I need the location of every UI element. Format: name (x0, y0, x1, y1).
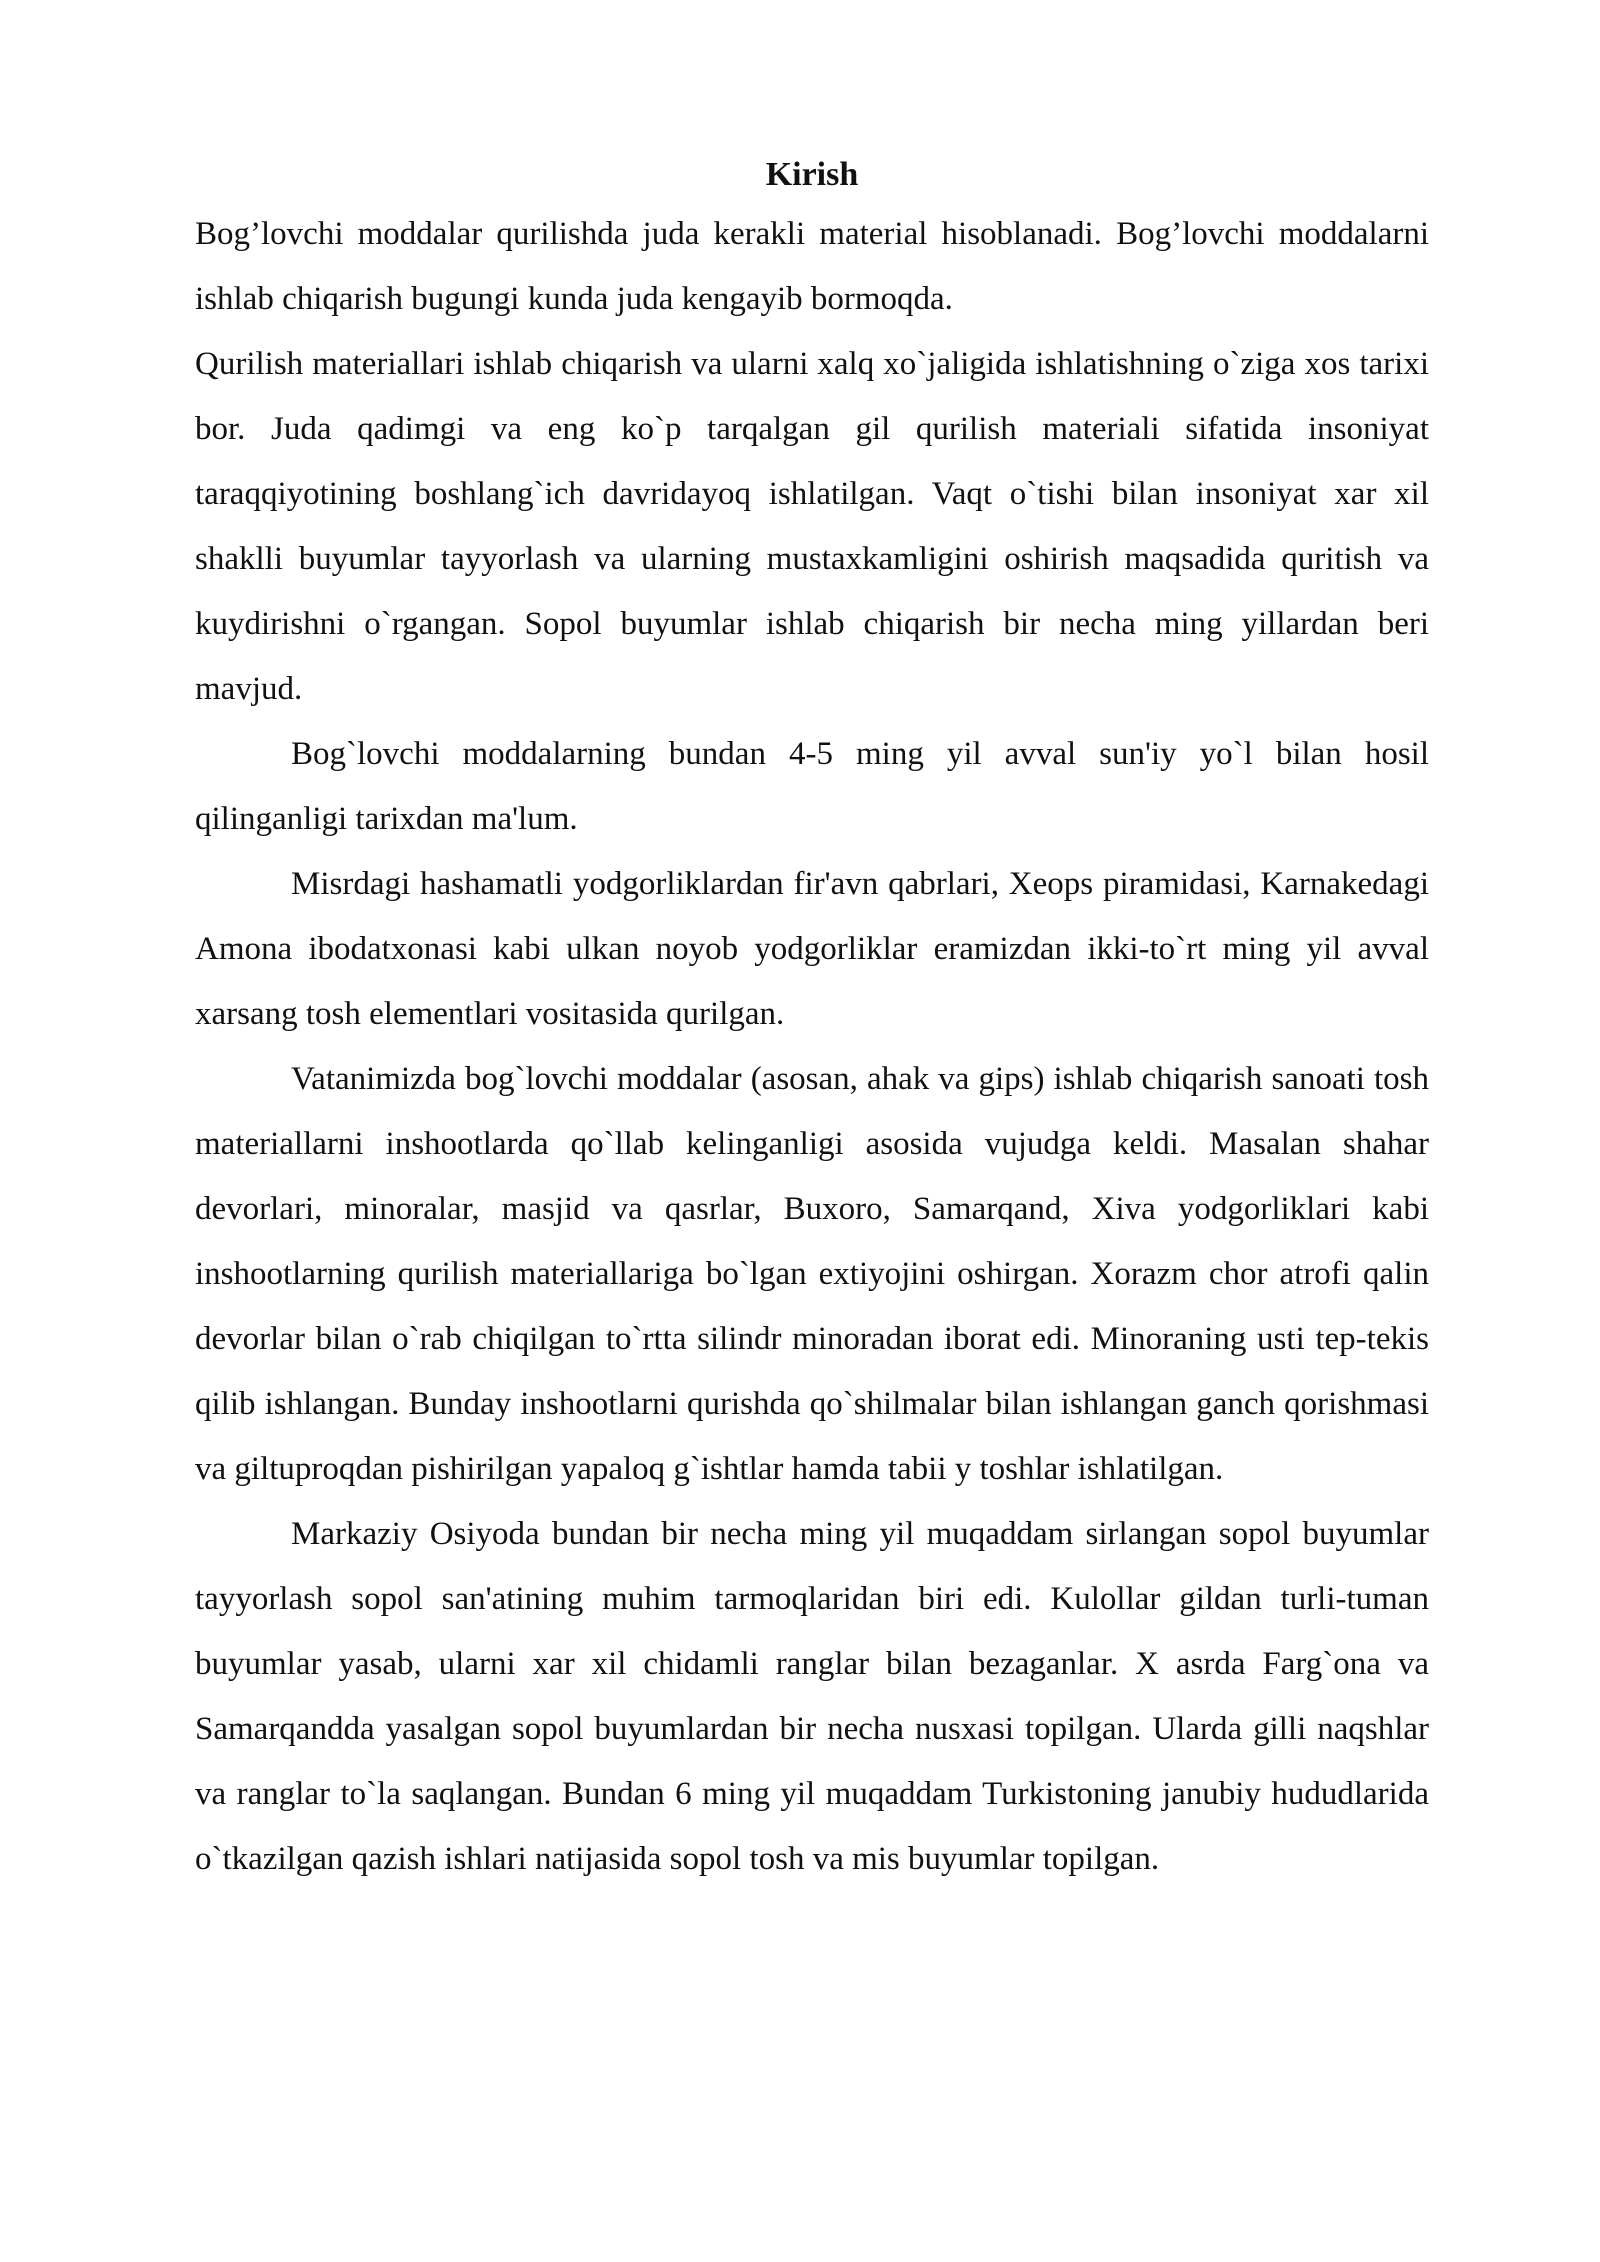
paragraph-4: Misrdagi hashamatli yodgorliklardan fir'avn qabrlari, Xeops piramidasi, Karnakedagi Amona ibodatxonasi kabi ulkan noyob yodgorliklar eramizdan ikki-to`rt ming yil avval xarsang tosh elementlari vositasida qurilgan. (195, 866, 1429, 1032)
document-title: Kirish (765, 156, 859, 193)
paragraph-6: Markaziy Osiyoda bundan bir necha ming yil muqaddam sirlangan sopol buyumlar tayyorlash sopol san'atining muhim tarmoqlaridan biri edi. Kulollar gildan turli-tuman buyumlar yasab, ularni xar xil chidamli ranglar bilan bezaganlar. X asrda Farg`ona va Samarqandda yasalgan sopol buyumlardan bir necha nusxasi topilgan. Ularda gilli naqshlar va ranglar to`la saqlangan. Bundan 6 ming yil muqaddam Turkistoning janubiy hududlarida o`tkazilgan qazish ishlari natijasida sopol tosh va mis buyumlar topilgan. (195, 1516, 1429, 1877)
paragraph-2: Qurilish materiallari ishlab chiqarish va ularni xalq xo`jaligida ishlatishning o`ziga xos tarixi bor. Juda qadimgi va eng ko`p tarqalgan gil qurilish materiali sifatida insoniyat taraqqiyotining boshlang`ich davridayoq ishlatilgan. Vaqt o`tishi bilan insoniyat xar xil shaklli buyumlar tayyorlash va ularning mustaxkamligini oshirish maqsadida quritish va kuydirishni o`rgangan. Sopol buyumlar ishlab chiqarish bir necha ming yillardan beri mavjud. (195, 346, 1429, 707)
paragraph-5: Vatanimizda bog`lovchi moddalar (asosan, ahak va gips) ishlab chiqarish sanoati tosh materiallarni inshootlarda qo`llab kelinganligi asosida vujudga keldi. Masalan shahar devorlari, minoralar, masjid va qasrlar, Buxoro, Samarqand, Xiva yodgorliklari kabi inshootlarning qurilish materiallariga bo`lgan extiyojini oshirgan. Xorazm chor atrofi qalin devorlar bilan o`rab chiqilgan to`rtta silindr minoradan iborat edi. Minoraning usti tep-tekis qilib ishlangan. Bunday inshootlarni qurishda qo`shilmalar bilan ishlangan ganch qorishmasi va giltuproqdan pishirilgan yapaloq g`ishtlar hamda tabii y toshlar ishlatilgan. (195, 1061, 1429, 1487)
paragraph-1: Bog’lovchi moddalar qurilishda juda kerakli material hisoblanadi. Bog’lovchi moddalarni ishlab chiqarish bugungi kunda juda kengayib bormoqda. (195, 216, 1429, 317)
document-body (195, 148, 1429, 1892)
paragraph-3: Bog`lovchi moddalarning bundan 4-5 ming yil avval sun'iy yo`l bilan hosil qilinganligi tarixdan ma'lum. (195, 736, 1429, 837)
